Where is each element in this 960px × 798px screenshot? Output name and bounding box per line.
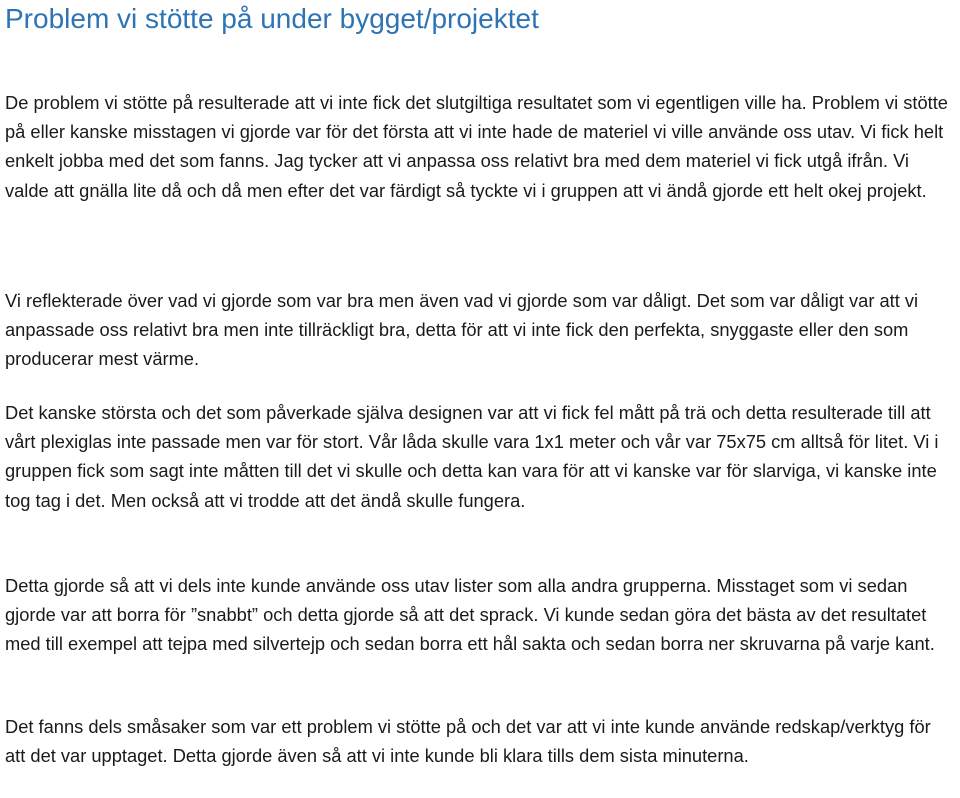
page-title: Problem vi stötte på under bygget/projektet <box>5 3 539 34</box>
paragraph: Det fanns dels småsaker som var ett problem vi stötte på och det var att vi inte kunde använde redskap/verktyg för att det var upptaget. Detta gjorde även så att vi inte kunde bli klara tills dem sista minuterna. <box>5 716 931 767</box>
paragraph: De problem vi stötte på resulterade att vi inte fick det slutgiltiga resultatet som vi egentligen ville ha. Problem vi stötte på eller kanske misstagen vi gjorde var för det första att vi inte hade de materiel vi ville använde oss utav. Vi fick helt enkelt jobba med det som fanns. Jag tycker att vi anpassa oss relativt bra med dem materiel vi fick utgå ifrån. Vi valde att gnälla lite då och då men efter det var färdigt så tyckte vi i gruppen att vi ändå gjorde ett helt okej projekt. <box>5 92 948 201</box>
paragraph: Detta gjorde så att vi dels inte kunde använde oss utav lister som alla andra grupperna. Misstaget som vi sedan gjorde var att borra för ”snabbt” och detta gjorde så att det sprack. Vi kunde sedan göra det bästa av det resultatet med till exempel att tejpa med silvertejp och sedan borra ett hål sakta och sedan borra ner skruvarna på varje kant. <box>5 575 935 655</box>
paragraph: Vi reflekterade över vad vi gjorde som var bra men även vad vi gjorde som var dåligt. Det som var dåligt var att vi anpassade oss relativt bra men inte tillräckligt bra, detta för att vi inte fick den perfekta, snyggaste eller den som producerar mest värme. <box>5 290 919 370</box>
paragraph: Det kanske största och det som påverkade själva designen var att vi fick fel mått på trä och detta resulterade till att vårt plexiglas inte passade men var för stort. Vår låda skulle vara 1x1 meter och vår var 75x75 cm alltså för litet. Vi i gruppen fick som sagt inte måtten till det vi skulle och detta kan vara för att vi kanske var för slarviga, vi kanske inte tog tag i det. Men också att vi trodde att det ändå skulle fungera. <box>5 402 939 511</box>
